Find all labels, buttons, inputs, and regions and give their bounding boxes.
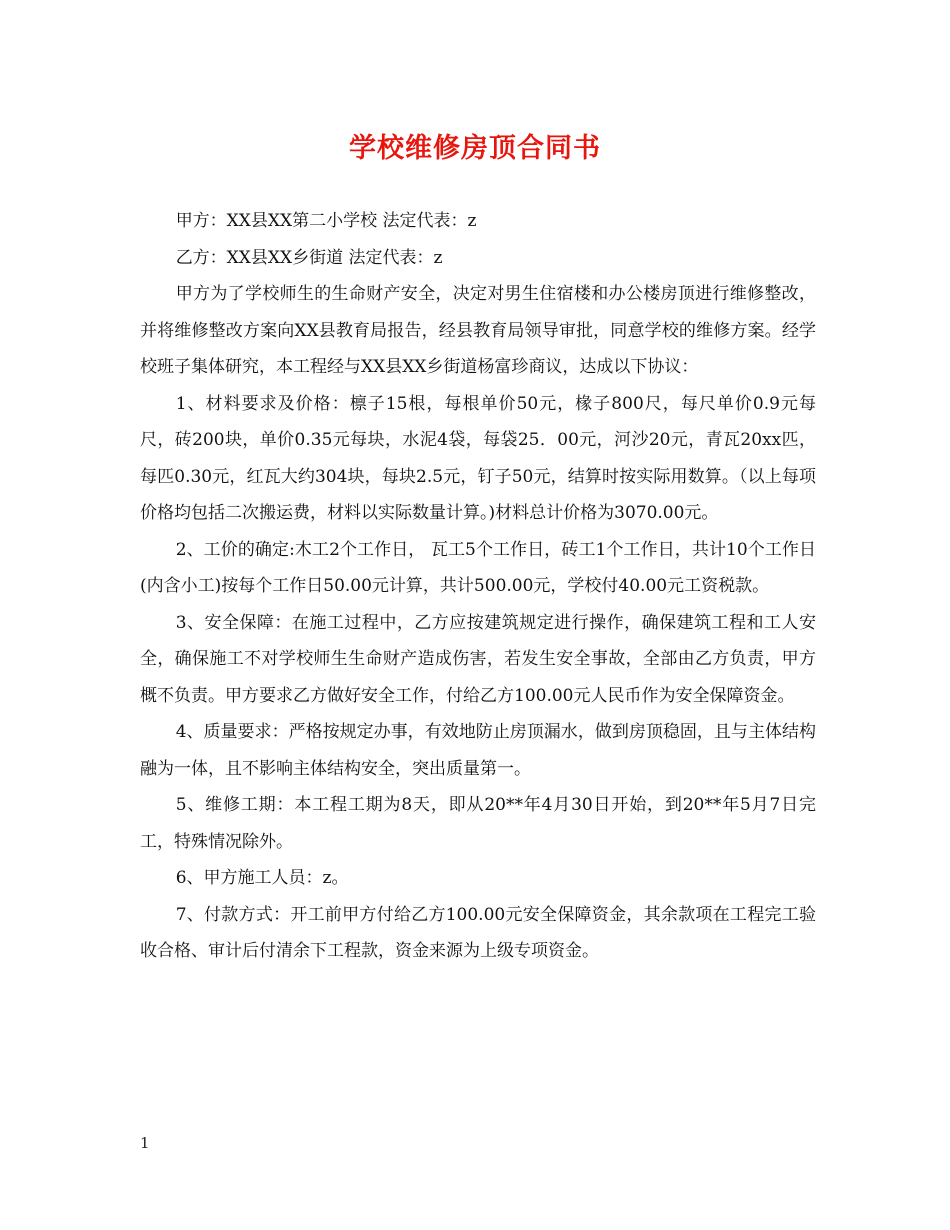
clause-payment: 7、付款方式：开工前甲方付给乙方100.00元安全保障资金，其余款项在工程完工验收合格、审计后付清余下工程款，资金来源为上级专项资金。 (140, 904, 816, 961)
document-title: 学校维修房顶合同书 (349, 133, 601, 164)
clause-materials: 1、材料要求及价格：檩子15根，每根单价50元，椽子800尺，每尺单价0.9元每尺，砖200块，单价0.35元每块，水泥4袋，每袋25．00元，河沙20元，青瓦20xx匹，每匹0.30元，红瓦大约304块，每块2.5元，钉子50元，结算时按实际用数算。（以上每项价格均包括二次搬运费，材料以实际数量计算。)材料总计价格为3070.00元。 (140, 393, 816, 523)
clause-labor-price: 2、工价的确定:木工2个工作日， 瓦工5个工作日，砖工1个工作日，共计10个工作日(内含小工)按每个工作日50.00元计算，共计500.00元，学校付40.00元工资税款。 (140, 539, 816, 596)
clause-personnel: 6、甲方施工人员：z。 (175, 868, 349, 888)
party-b-line: 乙方：XX县XX乡街道 法定代表：z (175, 247, 443, 268)
page-number: 1 (140, 1134, 150, 1152)
document-body (140, 203, 816, 970)
clause-safety: 3、安全保障：在施工过程中，乙方应按建筑规定进行操作，确保建筑工程和工人安全，确保施工不对学校师生生命财产造成伤害，若发生安全事故，全部由乙方负责，甲方概不负责。甲方要求乙方做好安全工作，付给乙方100.00元人民币作为安全保障资金。 (140, 612, 816, 706)
clause-schedule: 5、维修工期：本工程工期为8天，即从20**年4月30日开始，到20**年5月7日完工，特殊情况除外。 (140, 795, 816, 852)
party-a-line: 甲方：XX县XX第二小学校 法定代表：z (175, 211, 477, 231)
clause-quality: 4、质量要求：严格按规定办事，有效地防止房顶漏水，做到房顶稳固，且与主体结构融为一体，且不影响主体结构安全，突出质量第一。 (140, 722, 816, 779)
intro-paragraph: 甲方为了学校师生的生命财产安全，决定对男生住宿楼和办公楼房顶进行维修整改，并将维修整改方案向XX县教育局报告，经县教育局领导审批，同意学校的维修方案。经学校班子集体研究，本工程经与XX县XX乡街道杨富珍商议，达成以下协议： (140, 284, 816, 377)
